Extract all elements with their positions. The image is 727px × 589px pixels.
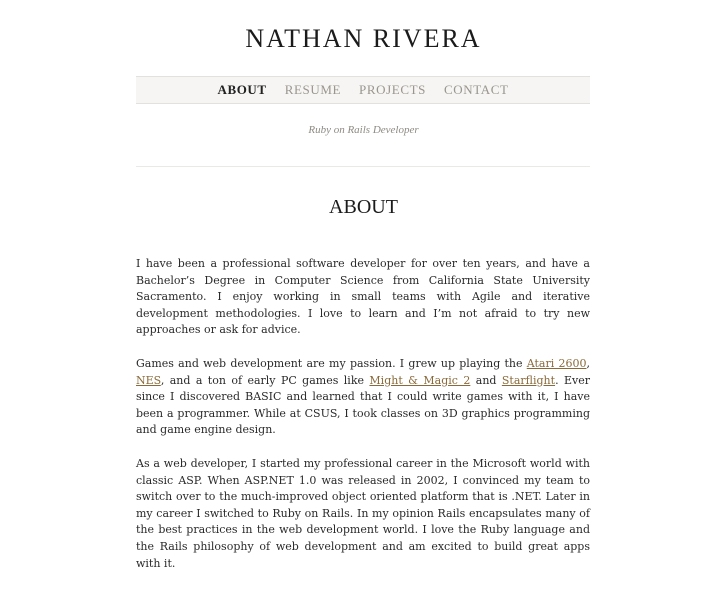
- nav-item-contact[interactable]: CONTACT: [443, 82, 509, 97]
- tagline: Ruby on Rails Developer: [308, 124, 419, 136]
- nav-item-resume[interactable]: RESUME: [284, 82, 342, 97]
- paragraph-text: ,: [586, 356, 590, 370]
- nav-item-projects[interactable]: PROJECTS: [359, 82, 426, 97]
- link-nes[interactable]: NES: [136, 373, 161, 387]
- paragraph-text: and: [470, 373, 502, 387]
- link-atari-2600[interactable]: Atari 2600: [526, 356, 587, 370]
- paragraph-intro: I have been a professional software developer for over ten years, and have a Bachelor’s Degree in Computer Science from California State University Sacramento. I enjoy working in small teams with Agile and iterative development methodologies. I love to learn and I’m not afraid to try new approaches or ask for advice.: [136, 257, 590, 337]
- paragraph-text: , and a ton of early PC games like: [160, 373, 370, 387]
- about-content: [136, 256, 590, 589]
- site-title: NATHAN RIVERA: [245, 24, 482, 53]
- nav-item-about[interactable]: ABOUT: [217, 82, 267, 97]
- divider: [136, 166, 590, 167]
- link-might-and-magic-2[interactable]: Might & Magic 2: [369, 373, 471, 387]
- page-heading: ABOUT: [329, 196, 398, 218]
- paragraph-text: . Ever since I discovered BASIC and learned that I could write games with it, I have been a programmer. While at CSUS, I took classes on 3D graphics programming and game engine design.: [136, 373, 590, 437]
- link-starflight[interactable]: Starflight: [501, 373, 556, 387]
- paragraph-text: Games and web development are my passion. I grew up playing the: [136, 356, 527, 370]
- main-nav: [136, 76, 590, 104]
- paragraph-games: [136, 356, 590, 439]
- paragraph-career: As a web developer, I started my professional career in the Microsoft world with classic ASP. When ASP.NET 1.0 was released in 2002, I convinced my team to switch over to the much-improved object oriented platform that is .NET. Later in my career I switched to Ruby on Rails. In my opinion Rails encapsulates many of the best practices in the web development world. I love the Ruby language and the Rails philosophy of web development and am excited to build great apps with it.: [136, 456, 590, 570]
